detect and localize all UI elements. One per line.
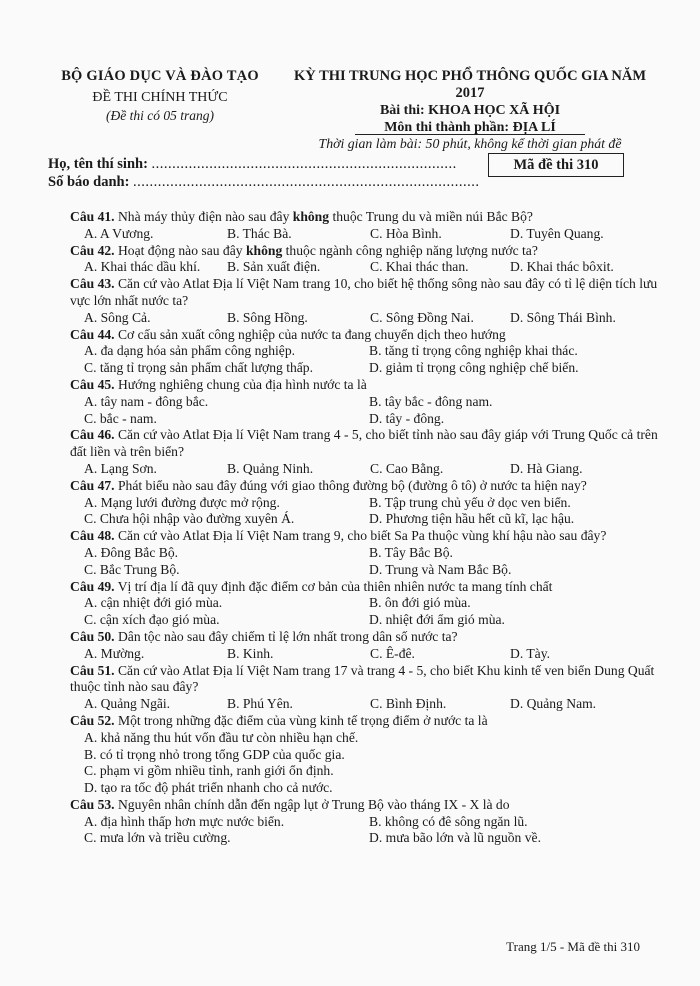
question-num: Câu 43. (70, 276, 115, 292)
page-footer: Trang 1/5 - Mã đề thi 310 (506, 939, 640, 954)
answer-row (70, 696, 670, 713)
question-num: Câu 52. (70, 712, 115, 728)
question-num: Câu 44. (70, 326, 115, 342)
answer-row (70, 612, 670, 629)
question-49 (70, 579, 670, 629)
answer-option: A. tây nam - đông bắc. (84, 393, 209, 409)
answer-option: B. ôn đới gió mùa. (369, 595, 471, 611)
answer-option: D. mưa bão lớn và lũ nguồn về. (369, 830, 541, 846)
question-pre: Căn cứ vào Atlat Địa lí Việt Nam trang 17 và trang 4 - 5, cho biết Khu kinh tế ven biển Dung Quất thuộc tỉnh nào sau đây? (70, 662, 655, 695)
answer-option: A. khả năng thu hút vốn đầu tư còn nhiều hạn chế. (84, 729, 359, 745)
question-46 (70, 427, 670, 477)
answer-row (70, 411, 670, 428)
answer-option: D. Trung và Nam Bắc Bộ. (369, 561, 512, 577)
answer-row (70, 495, 670, 512)
exam-title: KỲ THI TRUNG HỌC PHỔ THÔNG QUỐC GIA NĂM 2017 (293, 68, 647, 101)
candidate-name-dots: .......................................................................... (151, 156, 457, 172)
answer-row (70, 646, 670, 663)
answer-option: B. có tỉ trọng nhỏ trong tổng GDP của quốc gia. (84, 746, 345, 762)
answer-row (70, 226, 670, 243)
answer-option: B. tăng tỉ trọng công nghiệp khai thác. (369, 343, 578, 359)
exam-code-box: Mã đề thi 310 (488, 153, 624, 177)
answer-option: A. Mạng lưới đường được mở rộng. (84, 494, 280, 510)
question-pre: Căn cứ vào Atlat Địa lí Việt Nam trang 4 - 5, cho biết tỉnh nào sau đây giáp với Trung Quốc cả trên đất liền và trên biển? (70, 427, 658, 460)
question-50 (70, 629, 670, 663)
answer-option: C. Bình Định. (370, 696, 447, 712)
answer-row (70, 310, 670, 327)
question-pre: Dân tộc nào sau đây chiếm tỉ lệ lớn nhất trong dân số nước ta? (114, 628, 458, 644)
answer-row (70, 595, 670, 612)
question-pre: Vị trí địa lí đã quy định đặc điểm cơ bản của thiên nhiên nước ta mang tính chất (114, 578, 553, 594)
question-pre: Căn cứ vào Atlat Địa lí Việt Nam trang 9, cho biết Sa Pa thuộc vùng khí hậu nào sau đây? (114, 528, 607, 544)
question-post: thuộc ngành công nghiệp năng lượng nước ta? (282, 242, 538, 258)
question-pre: Cơ cấu sản xuất công nghiệp của nước ta đang chuyển dịch theo hướng (114, 326, 506, 342)
question-post: thuộc Trung du và miền núi Bắc Bộ? (329, 209, 533, 224)
answer-option: A. Lạng Sơn. (84, 460, 157, 476)
question-num: Câu 45. (70, 376, 115, 392)
answer-option: B. Quảng Ninh. (227, 460, 314, 476)
answer-option: B. Kinh. (227, 645, 274, 661)
answer-row (70, 360, 670, 377)
answer-option: B. Tập trung chủ yếu ở dọc ven biển. (369, 494, 571, 510)
answer-option: C. Bắc Trung Bộ. (84, 561, 180, 577)
question-num: Câu 50. (70, 628, 115, 644)
answer-option: C. Khai thác than. (370, 259, 469, 275)
answer-option: B. không có đê sông ngăn lũ. (369, 813, 528, 829)
answer-row (70, 830, 670, 847)
answer-option: A. Sông Cả. (84, 309, 151, 325)
question-52 (70, 713, 670, 797)
answer-option: A. Mường. (84, 645, 145, 661)
page-count: (Đề thi có 05 trang) (106, 108, 214, 123)
question-num: Câu 47. (70, 477, 115, 493)
answer-option: A. A Vương. (84, 225, 154, 241)
answer-row (70, 461, 670, 478)
question-stem (70, 276, 670, 310)
answer-option: B. Phú Yên. (227, 696, 293, 712)
candidate-name-line (48, 156, 457, 173)
answer-row (70, 259, 670, 276)
answer-option: B. Tây Bắc Bộ. (369, 544, 453, 560)
candidate-id-label: Số báo danh: (48, 174, 130, 190)
question-47 (70, 478, 670, 528)
question-stem (70, 663, 670, 697)
question-pre: Nhà máy thủy điện nào sau đây (114, 209, 293, 224)
answer-option: B. Sản xuất điện. (227, 259, 321, 275)
answer-option: D. Quảng Nam. (510, 696, 597, 712)
answer-option: C. mưa lớn và triều cường. (84, 830, 231, 846)
candidate-name-label: Họ, tên thí sinh: (48, 156, 148, 172)
question-num: Câu 53. (70, 796, 115, 812)
answer-option: D. Sông Thái Bình. (510, 309, 616, 325)
question-pre: Hướng nghiêng chung của địa hình nước ta là (114, 376, 367, 392)
answer-option: D. tạo ra tốc độ phát triển nhanh cho cả nước. (84, 780, 333, 796)
answer-option: D. tây - đông. (369, 410, 445, 426)
answer-option: B. Thác Bà. (227, 225, 292, 241)
question-53 (70, 797, 670, 847)
answer-option: D. giảm tỉ trọng công nghiệp chế biến. (369, 360, 579, 376)
question-42 (70, 243, 670, 277)
answer-row (70, 511, 670, 528)
answer-option: C. Chưa hội nhập vào đường xuyên Á. (84, 511, 295, 527)
ministry-name: BỘ GIÁO DỤC VÀ ĐÀO TẠO (61, 68, 259, 84)
answer-option: B. Sông Hồng. (227, 309, 308, 325)
question-45 (70, 377, 670, 427)
official-label: ĐỀ THI CHÍNH THỨC (92, 90, 228, 105)
answer-row (70, 394, 670, 411)
question-em: không (245, 242, 283, 258)
answer-row (70, 545, 670, 562)
question-43 (70, 276, 670, 326)
answer-row (70, 562, 670, 579)
question-num: Câu 41. (70, 209, 115, 224)
answer-option: A. đa dạng hóa sản phẩm công nghiệp. (84, 343, 296, 359)
answer-option: C. Ê-đê. (370, 645, 415, 661)
header-right (282, 68, 658, 152)
question-list (70, 209, 670, 847)
answer-option: C. Sông Đồng Nai. (370, 309, 474, 325)
candidate-id-line (48, 174, 480, 191)
time-limit: Thời gian làm bài: 50 phút, không kể thời gian phát đề (318, 136, 622, 151)
answer-option: D. Tày. (510, 645, 551, 661)
answer-option: C. bắc - nam. (84, 410, 157, 426)
header-underline (355, 134, 585, 135)
question-stem (70, 528, 670, 545)
answer-option: D. Tuyên Quang. (510, 225, 604, 241)
question-pre: Nguyên nhân chính dẫn đến ngập lụt ở Trung Bộ vào tháng IX - X là do (114, 796, 510, 812)
question-pre: Hoạt động nào sau đây (114, 242, 246, 258)
header-left (40, 68, 280, 124)
answer-row (70, 814, 670, 831)
question-stem (70, 327, 670, 344)
answer-option: C. Hòa Bình. (370, 225, 442, 241)
question-stem (70, 243, 670, 260)
answer-option: D. nhiệt đới ẩm gió mùa. (369, 612, 505, 628)
answer-option: A. Khai thác dầu khí. (84, 259, 201, 275)
question-stem (70, 427, 670, 461)
question-48 (70, 528, 670, 578)
answer-option: D. Khai thác bôxit. (510, 259, 614, 275)
question-num: Câu 51. (70, 662, 115, 678)
answer-option: A. cận nhiệt đới gió mùa. (84, 595, 223, 611)
subject-title: Bài thi: KHOA HỌC XÃ HỘI (379, 103, 561, 118)
answer-option: A. Quảng Ngãi. (84, 696, 171, 712)
question-num: Câu 49. (70, 578, 115, 594)
question-num: Câu 48. (70, 528, 115, 544)
question-stem (70, 478, 670, 495)
answer-row (70, 343, 670, 360)
question-pre: Phát biểu nào sau đây đúng với giao thông đường bộ (đường ô tô) ở nước ta hiện nay? (114, 477, 587, 493)
question-stem (70, 797, 670, 814)
question-pre: Căn cứ vào Atlat Địa lí Việt Nam trang 10, cho biết hệ thống sông nào sau đây có tỉ lệ diện tích lưu vực lớn nhất nước ta? (70, 276, 658, 308)
answer-option: C. Cao Bằng. (370, 460, 444, 476)
answer-option: D. Hà Giang. (510, 460, 583, 476)
candidate-id-dots: .................................................................................... (133, 174, 480, 190)
question-num: Câu 42. (70, 242, 115, 258)
answer-option: A. Đông Bắc Bộ. (84, 544, 179, 560)
answer-option: C. cận xích đạo gió mùa. (84, 612, 220, 628)
question-51 (70, 663, 670, 713)
answer-option: C. phạm vi gồm nhiều tỉnh, ranh giới ổn định. (84, 763, 334, 779)
question-pre: Một trong những đặc điểm của vùng kinh tế trọng điểm ở nước ta là (114, 712, 488, 728)
answer-option: C. tăng tỉ trọng sản phẩm chất lượng thấp. (84, 360, 313, 376)
question-stem (70, 377, 670, 394)
question-44 (70, 327, 670, 377)
question-stem (70, 209, 670, 226)
question-em: không (292, 209, 330, 224)
answer-option: D. Phương tiện hầu hết cũ kĩ, lạc hậu. (369, 511, 575, 527)
question-stem (70, 713, 670, 730)
question-stem (70, 629, 670, 646)
question-stem (70, 579, 670, 596)
question-41 (70, 209, 670, 243)
component-title: Môn thi thành phần: ĐỊA LÍ (384, 120, 556, 135)
question-num: Câu 46. (70, 427, 115, 443)
answer-option: B. tây bắc - đông nam. (369, 393, 493, 409)
answer-option: A. địa hình thấp hơn mực nước biển. (84, 813, 285, 829)
